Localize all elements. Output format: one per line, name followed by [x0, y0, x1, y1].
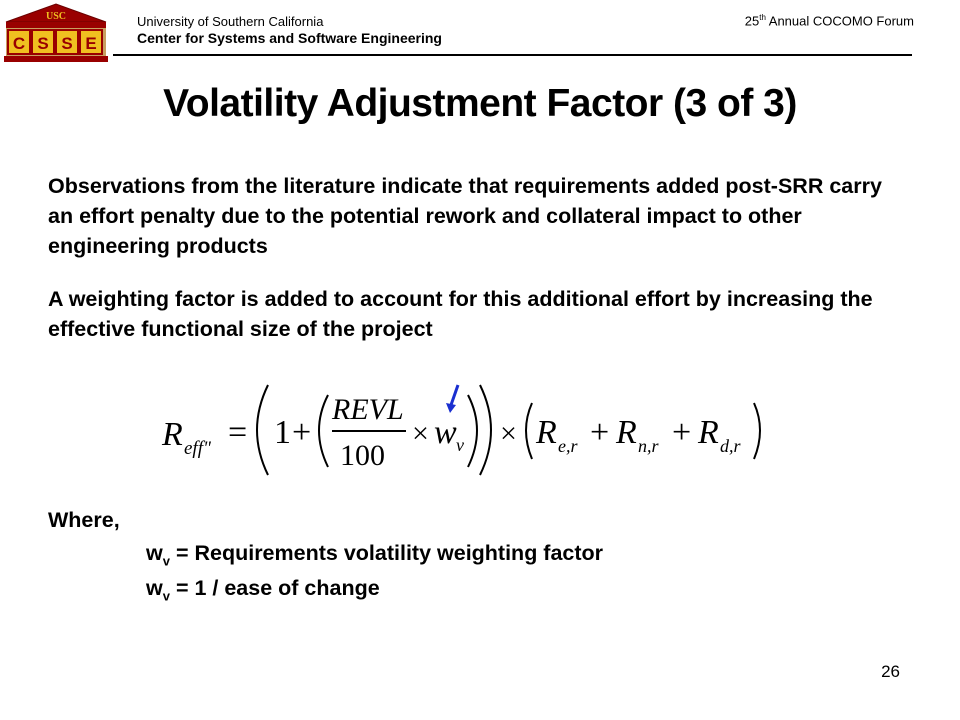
definition-weighting-factor [146, 541, 603, 568]
def1-symbol: w [146, 541, 163, 565]
formula-one: 1 [274, 414, 291, 451]
header-divider [113, 54, 912, 56]
term2-sub: n,r [638, 436, 659, 456]
def1-sub: v [162, 553, 170, 569]
def2-text: = 1 / ease of change [169, 576, 380, 600]
term1: R [536, 414, 557, 451]
logo-letter-4: E [85, 34, 97, 53]
inner-right-paren [468, 395, 477, 467]
term2: R [616, 414, 637, 451]
csse-logo [2, 2, 110, 64]
def2-sub: v [162, 588, 170, 604]
pointer-arrow-icon [446, 385, 458, 413]
term1-sub: e,r [558, 436, 578, 456]
def1-text: = Requirements volatility weighting factor [169, 541, 604, 565]
outer-right-paren [480, 385, 491, 475]
logo-letter-3: S [61, 34, 73, 53]
formula-weight-sub: v [456, 435, 464, 455]
formula-times: × [412, 417, 429, 450]
forum-sup: th [759, 13, 766, 22]
formula-lhs-sub: eff" [184, 438, 211, 459]
formula-numerator: REVL [332, 393, 404, 426]
logo-usc-text: USC [45, 11, 67, 22]
header-institution [137, 13, 442, 47]
sum-left-paren [526, 403, 532, 459]
slide-title: Volatility Adjustment Factor (3 of 3) [163, 82, 797, 125]
inner-left-paren [319, 395, 328, 467]
paragraph-observations: Observations from the literature indicate that requirements added post-SRR carry an effort penalty due to the potential rework and collateral impact to other engineering products [48, 174, 882, 258]
where-label: Where, [48, 508, 120, 532]
formula-lhs: R [162, 416, 183, 453]
forum-name [745, 13, 914, 28]
university-name: University of Southern California [137, 14, 324, 29]
paragraph-weighting: A weighting factor is added to account for this additional effort by increasing the effective functional size of the project [48, 287, 873, 341]
formula-times-2: × [500, 417, 517, 450]
def2-symbol: w [146, 576, 163, 600]
term3-sub: d,r [720, 436, 741, 456]
definition-ease-of-change [146, 576, 380, 603]
plus-2: + [672, 414, 692, 451]
logo-letter-1: C [12, 34, 26, 53]
plus-1: + [590, 414, 610, 451]
outer-left-paren [257, 385, 268, 475]
term3: R [698, 414, 719, 451]
logo-letter-2: S [37, 34, 49, 53]
sum-right-paren [754, 403, 760, 459]
center-name: Center for Systems and Software Engineering [137, 30, 442, 46]
formula-denominator: 100 [340, 439, 385, 472]
page-number: 26 [881, 662, 900, 681]
formula-weight: w [434, 414, 457, 451]
volatility-formula [150, 375, 790, 485]
formula-plus: + [292, 414, 312, 451]
forum-number: 25 [744, 13, 760, 29]
formula-equals: = [228, 414, 248, 451]
forum-rest: Annual COCOMO Forum [765, 13, 914, 29]
